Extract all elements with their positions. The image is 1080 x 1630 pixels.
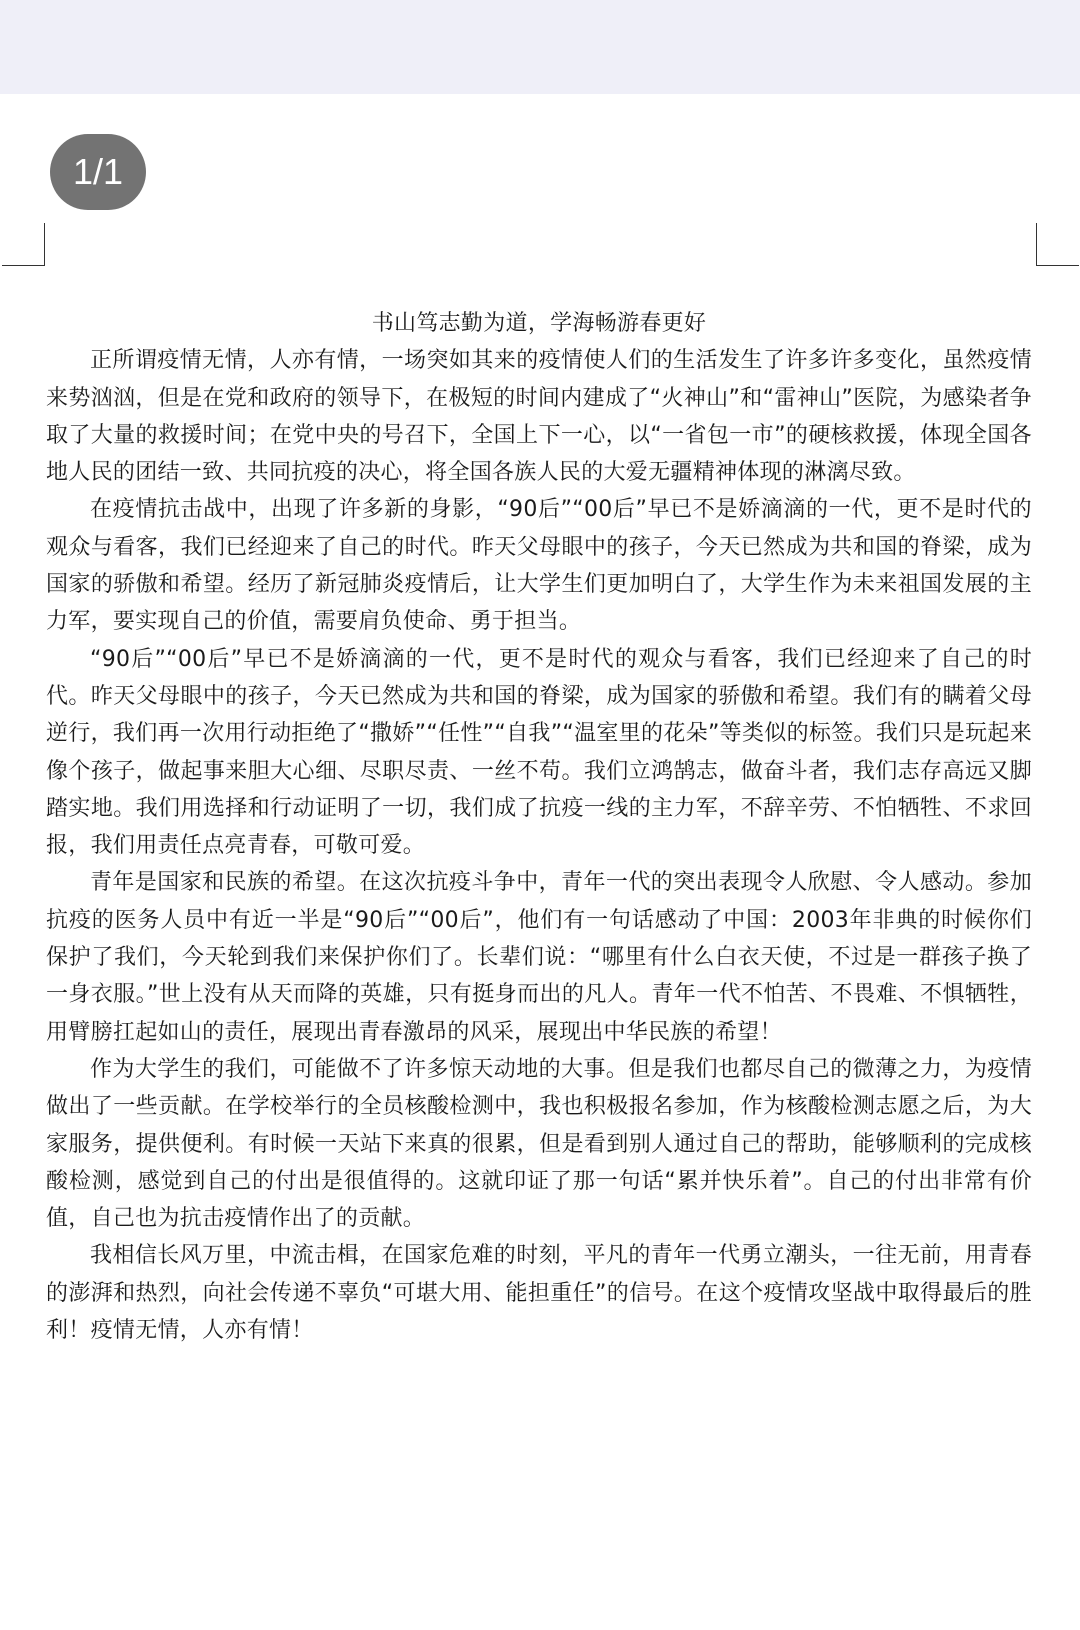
- crop-mark-top-right: [1036, 223, 1079, 266]
- page-indicator: 1/1: [50, 134, 146, 210]
- document-title: 书山笃志勤为道，学海畅游春更好: [371, 311, 707, 336]
- viewer-top-bar: [0, 0, 1080, 94]
- crop-mark-top-left: [2, 223, 45, 266]
- paragraph-5: 作为大学生的我们，可能做不了许多惊天动地的大事。但是我们也都尽自己的微薄之力，为疫情做出了一些贡献。在学校举行的全员核酸检测中，我也积极报名参加，作为核酸检测志愿之后，为大家服务，提供便利。有时候一天站下来真的很累，但是看到别人通过自己的帮助，能够顺利的完成核酸检测，感觉到自己的付出是很值得的。这就印证了那一句话“累并快乐着”。自己的付出非常有价值，自己也为抗击疫情作出了的贡献。: [46, 1056, 1032, 1232]
- paragraph-6: 我相信长风万里，中流击楫，在国家危难的时刻，平凡的青年一代勇立潮头，一往无前，用青春的澎湃和热烈，向社会传递不辜负“可堪大用、能担重任”的信号。在这个疫情攻坚战中取得最后的胜利！疫情无情，人亦有情！: [46, 1243, 1032, 1344]
- paragraph-2: 在疫情抗击战中，出现了许多新的身影，“90后”“00后”早已不是娇滴滴的一代，更不是时代的观众与看客，我们已经迎来了自己的时代。昨天父母眼中的孩子，今天已然成为共和国的脊梁，成为国家的骄傲和希望。经历了新冠肺炎疫情后，让大学生们更加明白了，大学生作为未来祖国发展的主力军，要实现自己的价值，需要肩负使命、勇于担当。: [46, 497, 1032, 635]
- document-body: [46, 305, 1032, 1349]
- paragraph-1: 正所谓疫情无情，人亦有情，一场突如其来的疫情使人们的生活发生了许多许多变化，虽然疫情来势汹汹，但是在党和政府的领导下，在极短的时间内建成了“火神山”和“雷神山”医院，为感染者争取了大量的救援时间；在党中央的号召下，全国上下一心，以“一省包一市”的硬核救援，体现全国各地人民的团结一致、共同抗疫的决心，将全国各族人民的大爱无疆精神体现的淋漓尽致。: [46, 348, 1032, 486]
- paragraph-3: “90后”“00后”早已不是娇滴滴的一代，更不是时代的观众与看客，我们已经迎来了自己的时代。昨天父母眼中的孩子，今天已然成为共和国的脊梁，成为国家的骄傲和希望。我们有的瞒着父母逆行，我们再一次用行动拒绝了“撒娇”“任性”“自我”“温室里的花朵”等类似的标签。我们只是玩起来像个孩子，做起事来胆大心细、尽职尽责、一丝不苟。我们立鸿鹄志，做奋斗者，我们志存高远又脚踏实地。我们用选择和行动证明了一切，我们成了抗疫一线的主力军，不辞辛劳、不怕牺牲、不求回报，我们用责任点亮青春，可敬可爱。: [46, 646, 1032, 859]
- paragraph-4: 青年是国家和民族的希望。在这次抗疫斗争中，青年一代的突出表现令人欣慰、令人感动。参加抗疫的医务人员中有近一半是“90后”“00后”，他们有一句话感动了中国：2003年非典的时候你们保护了我们，今天轮到我们来保护你们了。长辈们说：“哪里有什么白衣天使，不过是一群孩子换了一身衣服。”世上没有从天而降的英雄，只有挺身而出的凡人。青年一代不怕苦、不畏难、不惧牺牲，用臂膀扛起如山的责任，展现出青春激昂的风采，展现出中华民族的希望！: [46, 870, 1032, 1045]
